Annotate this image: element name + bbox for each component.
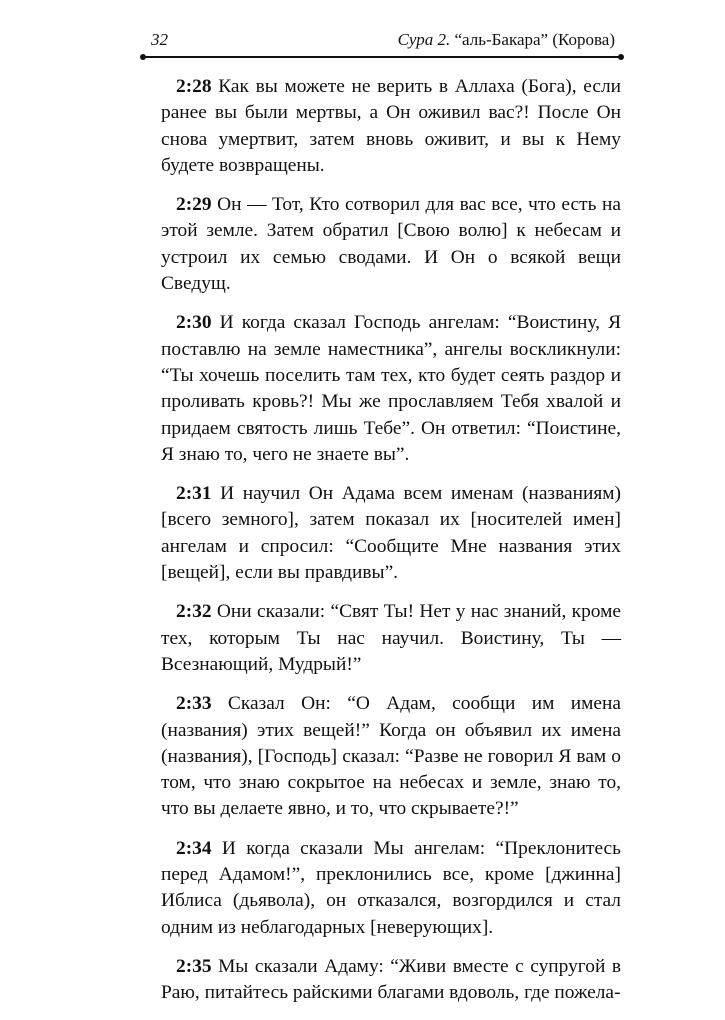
- verse-text: Как вы можете не верить в Аллаха (Бога), если ранее вы были мертвы, а Он оживил вас?! После Он снова умертвит, затем вновь оживит, и вы к Нему будете возвращены.: [161, 76, 621, 176]
- verse-number: 2:32: [176, 601, 212, 623]
- verse-text: И научил Он Адама всем именам (названиям) [всего земного], затем показал их [носителей имен] ангелам и спросил: “Сообщите Мне названия этих [вещей], если вы правдивы”.: [161, 483, 621, 584]
- verse-number: 2:28: [176, 76, 212, 97]
- verse-2-28: [161, 74, 621, 179]
- verse-number: 2:30: [176, 312, 212, 334]
- verse-text: И когда сказали Мы ангелам: “Преклонитесь перед Адамом!”, преклонились все, кроме [джинна] Иблиса (дьявола), он отказался, возгордился и стал одним из неблагодарных [неверующих].: [161, 837, 621, 938]
- verse-text: Мы сказали Адаму: “Живи вместе с супругой в Раю, питайтесь райскими благами вдоволь, где пожела-: [161, 955, 621, 1004]
- verse-number: 2:34: [176, 837, 212, 859]
- running-title-sura: Сура 2.: [397, 30, 451, 49]
- verse-2-32: [161, 599, 621, 678]
- running-title-name: “аль-Бакара” (Корова): [450, 30, 615, 49]
- verse-text: Они сказали: “Свят Ты! Нет у нас знаний, кроме тех, которым Ты нас научил. Воистину, Ты — Всезнающий, Мудрый!”: [161, 601, 621, 675]
- verse-text: И когда сказал Господь ангелам: “Воистину, Я поставлю на земле наместника”, ангелы воскликнули: “Ты хочешь поселить там тех, кто будет сеять раздор и проливать кровь?! Мы же прославляем Тебя хвалой и придаем святость лишь Тебе”. Он ответил: “Поистине, Я знаю то, чего не знаете вы”.: [161, 312, 621, 465]
- verse-list: [161, 74, 621, 1020]
- page-number: 32: [151, 30, 168, 49]
- verse-number: 2:31: [176, 483, 212, 505]
- verse-2-29: [161, 192, 621, 297]
- verse-number: 2:33: [176, 693, 212, 715]
- verse-2-30: [161, 310, 621, 468]
- verse-number: 2:35: [176, 955, 212, 977]
- verse-2-34: [161, 836, 621, 941]
- verse-2-35: [161, 954, 621, 1007]
- verse-2-31: [161, 481, 621, 586]
- verse-text: Сказал Он: “О Адам, сообщи им имена (названия) этих вещей!” Когда он объявил их имена (названия), [Господь] сказал: “Разве не говорил Я вам о том, что знаю сокрытое на небесах и земле, знаю то, что вы делаете явно, и то, что скрываете?!”: [161, 693, 621, 820]
- verse-number: 2:29: [176, 194, 212, 216]
- header-rule: [143, 56, 621, 58]
- page-header: [143, 26, 621, 54]
- verse-2-33: [161, 691, 621, 822]
- running-title: [398, 30, 615, 50]
- verse-text: Он — Тот, Кто сотворил для вас все, что есть на этой земле. Затем обратил [Свою волю] к небесам и устроил их семью сводами. И Он о всякой вещи Сведущ.: [161, 194, 621, 295]
